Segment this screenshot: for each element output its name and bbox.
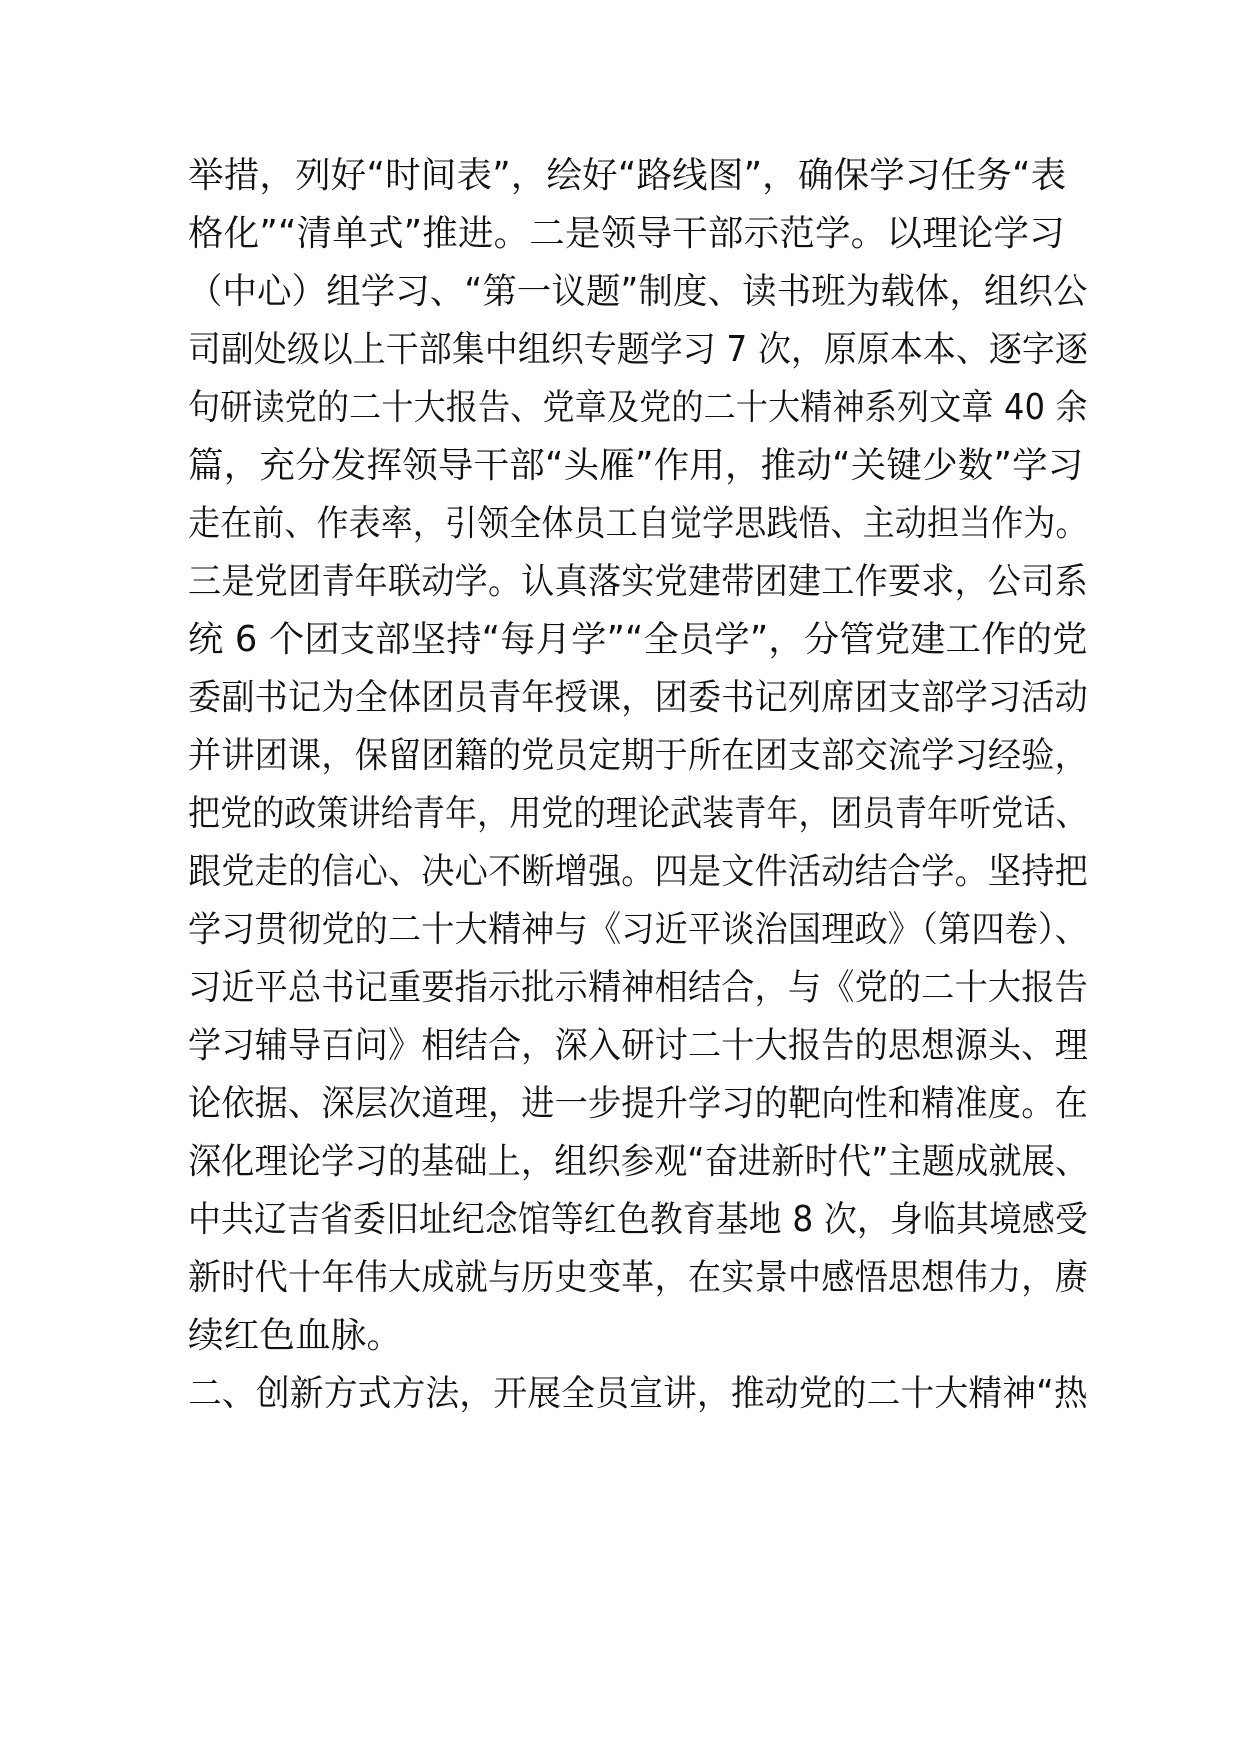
text-line: 格化”“清单式”推进。二是领导干部示范学。以理论学习: [188, 213, 1065, 254]
text-line: 篇，充分发挥领导干部“头雁”作用，推动“关键少数”学习: [188, 445, 1084, 486]
text-line: 把党的政策讲给青年，用党的理论武装青年，团员青年听党话、: [188, 793, 1088, 834]
text-line: 论依据、深层次道理，进一步提升学习的靶向性和精准度。在: [188, 1083, 1088, 1124]
text-line: 续红色血脉。: [188, 1315, 403, 1356]
text-line: 并讲团课，保留团籍的党员定期于所在团支部交流学习经验，: [188, 735, 1088, 776]
text-line: （中心）组学习、“第一议题”制度、读书班为载体，组织公: [188, 271, 1088, 312]
text-line: 句研读党的二十大报告、党章及党的二十大精神系列文章 40 余: [188, 387, 1088, 428]
text-line: 新时代十年伟大成就与历史变革，在实景中感悟思想伟力，赓: [188, 1257, 1088, 1298]
text-line: 委副书记为全体团员青年授课，团委书记列席团支部学习活动: [188, 677, 1088, 718]
section-heading: 二、创新方式方法，开展全员宣讲，推动党的二十大精神“热: [188, 1373, 1088, 1414]
text-line: 深化理论学习的基础上，组织参观“奋进新时代”主题成就展、: [188, 1141, 1089, 1182]
text-line: 统 6 个团支部坚持“每月学”“全员学”，分管党建工作的党: [188, 619, 1088, 660]
text-line: 三是党团青年联动学。认真落实党建带团建工作要求，公司系: [188, 561, 1088, 602]
text-line: 司副处级以上干部集中组织专题学习 7 次，原原本本、逐字逐: [188, 329, 1088, 370]
text-line: 学习贯彻党的二十大精神与《习近平谈治国理政》（第四卷）、: [188, 909, 1089, 950]
text-line: 跟党走的信心、决心不断增强。四是文件活动结合学。坚持把: [188, 851, 1088, 892]
text-line: 习近平总书记重要指示批示精神相结合，与《党的二十大报告: [188, 967, 1088, 1008]
text-line: 举措，列好“时间表”，绘好“路线图”，确保学习任务“表: [188, 155, 1067, 196]
text-line: 走在前、作表率，引领全体员工自觉学思践悟、主动担当作为。: [188, 503, 1088, 544]
text-line: 学习辅导百问》相结合，深入研讨二十大报告的思想源头、理: [188, 1025, 1088, 1066]
text-line: 中共辽吉省委旧址纪念馆等红色教育基地 8 次，身临其境感受: [188, 1199, 1088, 1240]
